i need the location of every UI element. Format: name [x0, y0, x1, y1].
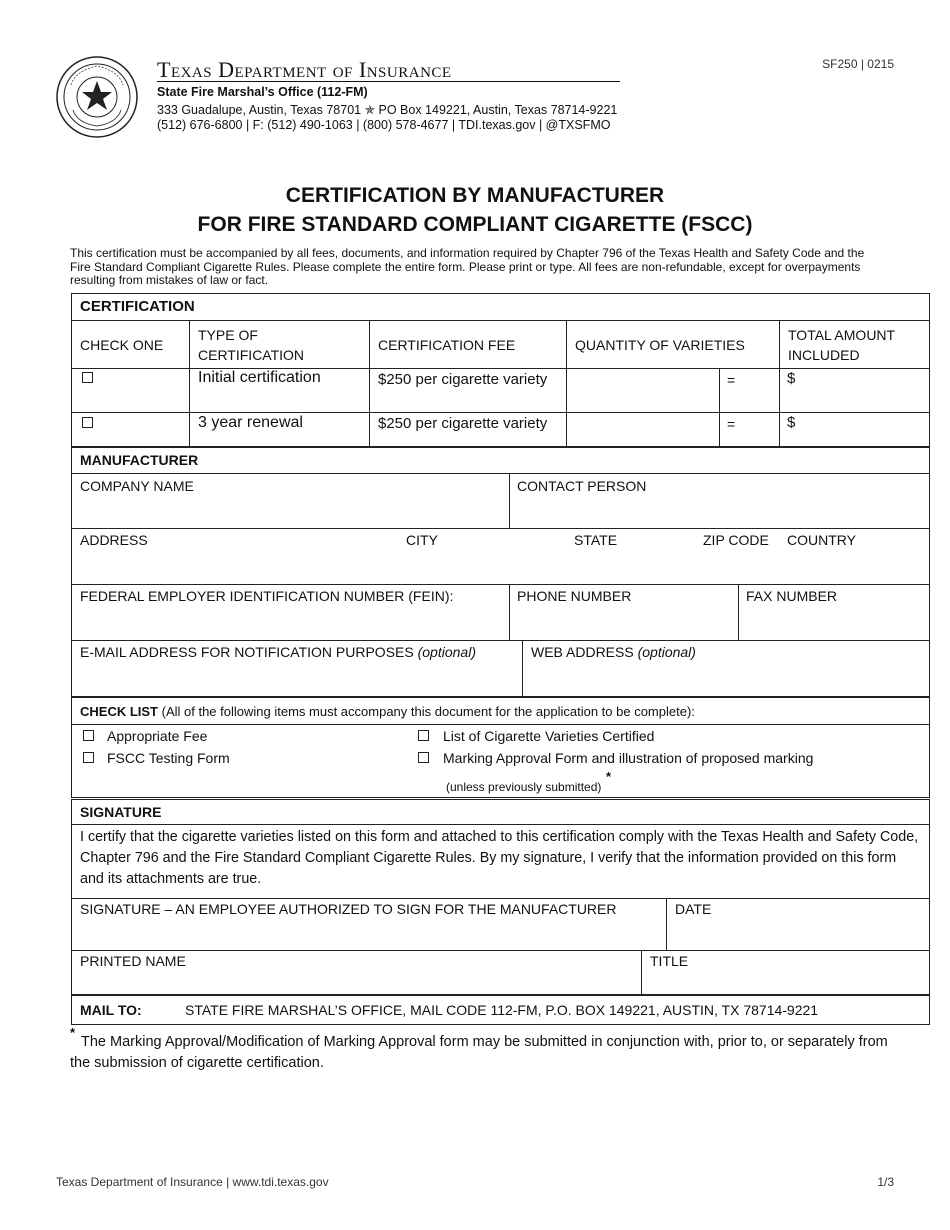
email-field[interactable]: [72, 663, 521, 695]
checklist-item: FSCC Testing Form: [107, 750, 230, 766]
checklist-unless: (unless previously submitted): [446, 780, 602, 794]
col-total: TOTAL AMOUNT INCLUDED: [788, 327, 895, 363]
printed-name-field[interactable]: [72, 970, 640, 994]
checklist-marking-checkbox[interactable]: [418, 752, 429, 763]
texas-seal-icon: [55, 55, 139, 139]
checklist-footnote-marker: *: [606, 769, 612, 784]
fax-field[interactable]: [739, 607, 929, 639]
contact-person-field[interactable]: [510, 496, 929, 527]
title-label: TITLE: [650, 953, 689, 969]
checklist-testing-form-checkbox[interactable]: [83, 752, 94, 763]
agency-rule: [157, 81, 620, 82]
certification-heading: CERTIFICATION: [80, 298, 195, 315]
footnote-text: The Marking Approval/Modification of Marking Approval form may be submitted in conjunction with, prior to, or separately from the submission of cigarette certification.: [70, 1034, 888, 1071]
country-label: COUNTRY: [787, 532, 856, 548]
row-equals: =: [727, 416, 736, 432]
fein-field[interactable]: [72, 607, 508, 639]
form-title-line1: CERTIFICATION BY MANUFACTURER: [285, 184, 665, 207]
fax-label: FAX NUMBER: [746, 588, 838, 604]
intro-text: This certification must be accompanied by all fees, documents, and information required by Chapter 796 of the Texas Health and Safety Code and the Fire Standard Compliant Cigarette Rules. Please complete the entire form. Please print or type. All fees are non-refundable, except for overpayments resulting from mistakes of law or fact.: [70, 246, 865, 287]
footer-page-number: 1/3: [877, 1175, 894, 1189]
checklist-varieties-checkbox[interactable]: [418, 730, 429, 741]
col-type: TYPE OF CERTIFICATION: [198, 327, 305, 363]
initial-total-field[interactable]: [797, 369, 929, 412]
state-label: STATE: [574, 532, 618, 548]
signature-label: SIGNATURE – AN EMPLOYEE AUTHORIZED TO SIGN FOR THE MANUFACTURER: [80, 901, 617, 917]
row-type: 3 year renewal: [198, 414, 303, 431]
renewal-quantity-field[interactable]: [567, 413, 719, 446]
city-label: CITY: [406, 532, 438, 548]
office-name: State Fire Marshal’s Office (112-FM): [157, 85, 368, 99]
initial-quantity-field[interactable]: [567, 369, 719, 412]
row-currency: $: [787, 370, 796, 387]
contact-person-label: CONTACT PERSON: [517, 478, 647, 494]
signature-statement: I certify that the cigarette varieties listed on this form and attached to this certification comply with the Texas Health and Safety Code, Chapter 796 and the Fire Standard Compliant Cigarette Rules. By my signature, I verify that the information provided on this form and its attachments are true.: [80, 829, 919, 887]
mail-to-address: STATE FIRE MARSHAL’S OFFICE, MAIL CODE 112-FM, P.O. BOX 149221, AUSTIN, TX 78714-9221: [185, 1002, 819, 1018]
company-name-label: COMPANY NAME: [80, 478, 194, 494]
phone-label: PHONE NUMBER: [517, 588, 632, 604]
office-address: 333 Guadalupe, Austin, Texas 78701 ✯ PO Box 149221, Austin, Texas 78714-9221: [157, 103, 618, 117]
col-check-one: CHECK ONE: [80, 337, 164, 353]
row-currency: $: [787, 414, 796, 431]
company-name-field[interactable]: [72, 496, 508, 527]
mail-to-label: MAIL TO:: [80, 1002, 142, 1018]
row-type: Initial certification: [198, 369, 321, 386]
date-field[interactable]: [667, 920, 929, 949]
printed-name-label: PRINTED NAME: [80, 953, 186, 969]
web-field[interactable]: [523, 663, 929, 695]
signature-heading: SIGNATURE: [80, 804, 162, 820]
form-number: SF250 | 0215: [822, 57, 894, 71]
col-quantity: QUANTITY OF VARIETIES: [575, 337, 745, 353]
checklist-heading: CHECK LIST (All of the following items must accompany this document for the application to be complete):: [80, 704, 695, 719]
zip-label: ZIP CODE: [703, 532, 769, 548]
office-contact: (512) 676-6800 | F: (512) 490-1063 | (800) 578-4677 | TDI.texas.gov | @TXSFMO: [157, 118, 611, 132]
footer-agency: Texas Department of Insurance | www.tdi.texas.gov: [56, 1175, 329, 1189]
email-label: E-MAIL ADDRESS FOR NOTIFICATION PURPOSES (optional): [80, 644, 476, 660]
signature-field[interactable]: [72, 920, 665, 949]
checklist-item: Appropriate Fee: [107, 728, 208, 744]
row-fee: $250 per cigarette variety: [378, 415, 548, 432]
date-label: DATE: [675, 901, 712, 917]
manufacturer-heading: MANUFACTURER: [80, 452, 199, 468]
initial-certification-checkbox[interactable]: [82, 372, 93, 383]
renewal-total-field[interactable]: [797, 413, 929, 446]
address-label: ADDRESS: [80, 532, 148, 548]
address-field[interactable]: [72, 551, 929, 583]
row-fee: $250 per cigarette variety: [378, 371, 548, 388]
title-field[interactable]: [642, 970, 929, 994]
form-title-line2: FOR FIRE STANDARD COMPLIANT CIGARETTE (FSCC): [197, 213, 753, 236]
checklist-item: List of Cigarette Varieties Certified: [443, 728, 655, 744]
fein-label: FEDERAL EMPLOYER IDENTIFICATION NUMBER (FEIN):: [80, 588, 454, 604]
checklist-item: Marking Approval Form and illustration of proposed marking: [443, 750, 814, 766]
web-label: WEB ADDRESS (optional): [531, 644, 696, 660]
footnote-marker: *: [70, 1025, 76, 1040]
checklist-fee-checkbox[interactable]: [83, 730, 94, 741]
col-fee: CERTIFICATION FEE: [378, 337, 516, 353]
row-equals: =: [727, 372, 736, 388]
renewal-certification-checkbox[interactable]: [82, 417, 93, 428]
agency-name: Texas Department of Insurance: [157, 57, 452, 82]
phone-field[interactable]: [510, 607, 737, 639]
